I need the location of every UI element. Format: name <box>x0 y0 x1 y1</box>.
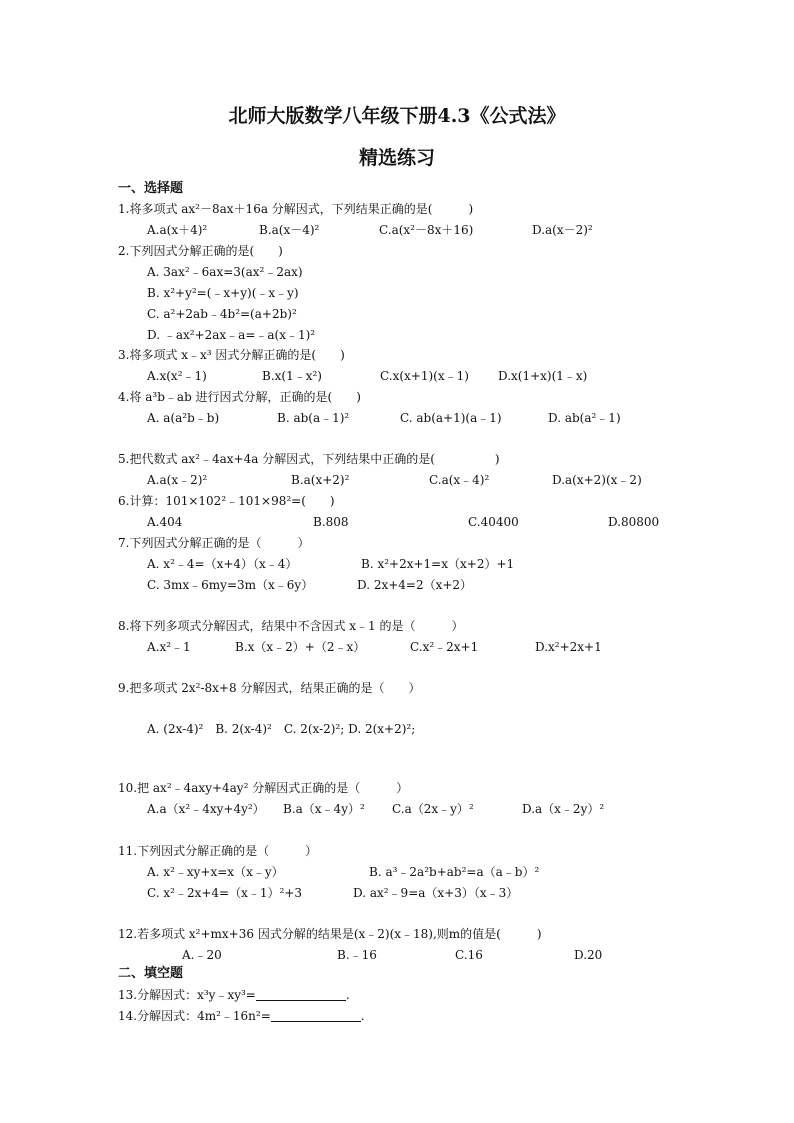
q12-option-b: B.﹣16 <box>337 948 377 962</box>
q1-option-d: D.a(x－2)² <box>532 223 593 237</box>
q10-option-a: A.a（x²﹣4xy+4y²） <box>147 802 265 816</box>
q7-stem: 7.下列因式分解正确的是（ ） <box>118 536 310 550</box>
q11-stem: 11.下列因式分解正确的是（ ） <box>118 844 318 858</box>
q6-option-a: A.404 <box>147 515 183 529</box>
q12-option-c: C.16 <box>455 948 483 962</box>
q2-option-c: C. a²+2ab﹣4b²=(a+2b)² <box>147 307 297 321</box>
q5-option-c: C.a(x﹣4)² <box>429 473 490 487</box>
q11-option-b: B. a³﹣2a²b+ab²=a（a﹣b）² <box>369 865 540 879</box>
q1-option-b: B.a(x－4)² <box>259 223 320 237</box>
q2-option-b: B. x²+y²=(﹣x+y)(﹣x﹣y) <box>147 286 299 300</box>
q6-stem: 6.计算：101×102²﹣101×98²=( ) <box>118 494 335 508</box>
q4-option-a: A. a(a²b﹣b) <box>147 411 220 425</box>
q3-option-a: A.x(x²﹣1) <box>147 369 207 383</box>
q7-option-b: B. x²+2x+1=x（x+2）+1 <box>361 557 515 571</box>
q5-stem: 5.把代数式 ax²﹣4ax+4a 分解因式，下列结果中正确的是( ) <box>118 452 500 466</box>
q3-stem: 3.将多项式 x﹣x³ 因式分解正确的是( ) <box>118 348 345 362</box>
q10-option-d: D.a（x﹣2y）² <box>522 802 605 816</box>
q6-option-d: D.80800 <box>608 515 660 529</box>
q9-options: A. (2x-4)² B. 2(x-4)² C. 2(x-2)²; D. 2(x+2)²; <box>147 722 416 736</box>
q2-option-d: D. ﹣ax²+2ax﹣a=﹣a(x﹣1)² <box>147 328 316 342</box>
q8-option-d: D.x²+2x+1 <box>535 640 602 654</box>
q12-option-a: A.﹣20 <box>182 948 222 962</box>
q8-option-b: B.x（x﹣2）+（2﹣x） <box>235 640 366 654</box>
q4-option-c: C. ab(a+1)(a﹣1) <box>400 411 502 425</box>
q2-option-a: A. 3ax²﹣6ax=3(ax²﹣2ax) <box>147 265 303 279</box>
q11-option-c: C. x²﹣2x+4=（x﹣1）²+3 <box>147 886 303 900</box>
q4-option-b: B. ab(a﹣1)² <box>277 411 350 425</box>
q8-option-c: C.x²﹣2x+1 <box>410 640 479 654</box>
q6-option-c: C.40400 <box>468 515 519 529</box>
q2-stem: 2.下列因式分解正确的是( ) <box>118 244 283 258</box>
section-choice: 一、选择题 <box>118 181 184 196</box>
q10-option-c: C.a（2x﹣y）² <box>392 802 474 816</box>
q14-line <box>118 1008 365 1024</box>
q11-option-a: A. x²﹣xy+x=x（x﹣y） <box>147 865 284 879</box>
q13-answer-blank[interactable] <box>256 988 346 1001</box>
q8-stem: 8.将下列多项式分解因式，结果中不含因式 x﹣1 的是（ ） <box>118 619 464 633</box>
q4-stem: 4.将 a³b﹣ab 进行因式分解，正确的是( ) <box>118 390 361 404</box>
q12-option-d: D.20 <box>574 948 603 962</box>
q7-option-c: C. 3mx﹣6my=3m（x﹣6y） <box>147 578 314 592</box>
q5-option-d: D.a(x+2)(x﹣2) <box>552 473 642 487</box>
q4-option-d: D. ab(a²﹣1) <box>548 411 621 425</box>
page-subtitle: 精选练习 <box>358 147 435 169</box>
q10-option-b: B.a（x﹣4y）² <box>283 802 365 816</box>
page-title: 北师大版数学八年级下册4.3《公式法》 <box>228 105 566 127</box>
q8-option-a: A.x²﹣1 <box>147 640 191 654</box>
q1-stem: 1.将多项式 ax²－8ax＋16a 分解因式，下列结果正确的是( ) <box>118 202 474 216</box>
q3-option-c: C.x(x+1)(x﹣1) <box>380 369 469 383</box>
q13-line <box>118 987 350 1003</box>
q5-option-b: B.a(x+2)² <box>291 473 350 487</box>
q13-period: . <box>345 988 350 1002</box>
section-fill-blank: 二、填空题 <box>118 966 184 981</box>
q14-period: . <box>360 1009 365 1023</box>
q14-answer-blank[interactable] <box>271 1009 361 1022</box>
q12-stem: 12.若多项式 x²+mx+36 因式分解的结果是(x﹣2)(x﹣18),则m的值是( ) <box>118 927 542 941</box>
q6-option-b: B.808 <box>313 515 349 529</box>
q11-option-d: D. ax²﹣9=a（x+3）（x﹣3） <box>353 886 519 900</box>
q10-stem: 10.把 ax²﹣4axy+4ay² 分解因式正确的是（ ） <box>118 781 409 795</box>
q13-stem: 13.分解因式：x³y﹣xy³= <box>118 988 256 1002</box>
q7-option-a: A. x²﹣4=（x+4）（x﹣4） <box>147 557 298 571</box>
q3-option-d: D.x(1+x)(1﹣x) <box>498 369 588 383</box>
q1-option-a: A.a(x＋4)² <box>147 223 208 237</box>
q1-option-c: C.a(x²－8x＋16) <box>379 223 474 237</box>
q14-stem: 14.分解因式：4m²﹣16n²= <box>118 1009 271 1023</box>
q9-stem: 9.把多项式 2x²-8x+8 分解因式，结果正确的是（ ） <box>118 681 421 695</box>
q5-option-a: A.a(x﹣2)² <box>147 473 208 487</box>
q7-option-d: D. 2x+4=2（x+2） <box>357 578 473 592</box>
q3-option-b: B.x(1﹣x²) <box>262 369 322 383</box>
